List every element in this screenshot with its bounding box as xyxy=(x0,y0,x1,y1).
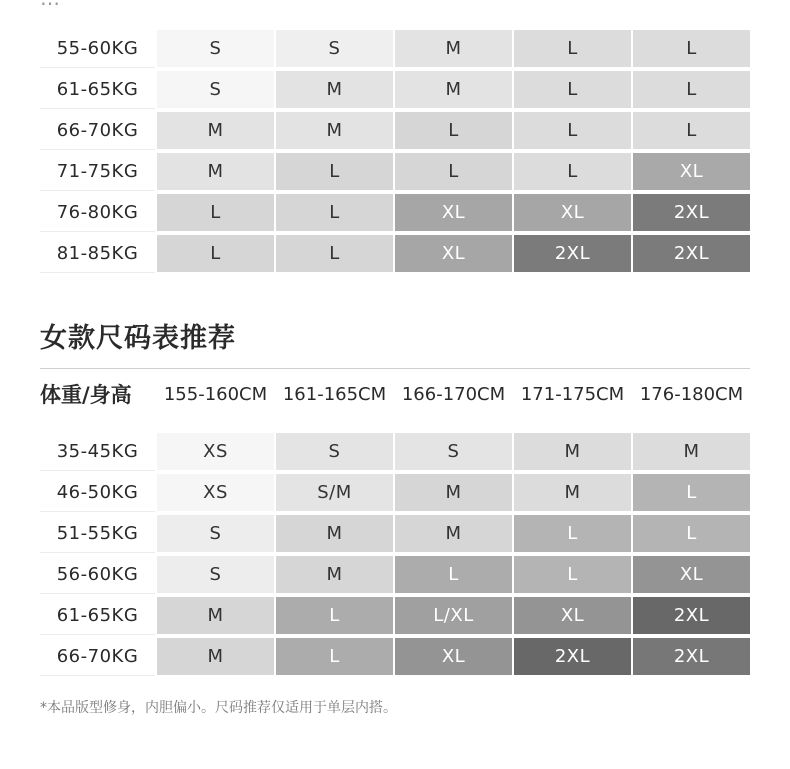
height-column-header: 176-180CM xyxy=(639,383,744,405)
size-cell: L xyxy=(514,112,631,149)
weight-row-label: 56-60KG xyxy=(40,556,155,594)
weight-row-label: 55-60KG xyxy=(40,30,155,68)
height-column-header: 161-165CM xyxy=(282,383,387,405)
size-cell: S xyxy=(395,433,512,470)
size-cell: XL xyxy=(395,194,512,231)
size-cell: XL xyxy=(395,235,512,272)
size-cell: M xyxy=(395,474,512,511)
weight-row-label: 61-65KG xyxy=(40,71,155,109)
weight-row-label: 76-80KG xyxy=(40,194,155,232)
men-size-table xyxy=(40,30,750,273)
size-cell: L xyxy=(514,515,631,552)
size-cell: S xyxy=(157,71,274,108)
size-cell: L xyxy=(395,556,512,593)
height-column-header: 171-175CM xyxy=(520,383,625,405)
size-cell: L xyxy=(276,235,393,272)
size-cell: 2XL xyxy=(514,638,631,675)
size-cell: 2XL xyxy=(633,597,750,634)
size-cell: L xyxy=(514,30,631,67)
size-cell: 2XL xyxy=(514,235,631,272)
size-cell: M xyxy=(157,597,274,634)
size-cell: 2XL xyxy=(633,638,750,675)
size-cell: L xyxy=(633,515,750,552)
height-column-header: 166-170CM xyxy=(401,383,506,405)
size-cell: L xyxy=(157,235,274,272)
size-cell: L xyxy=(395,112,512,149)
size-cell: L xyxy=(633,71,750,108)
size-cell: XS xyxy=(157,474,274,511)
size-cell: XL xyxy=(514,194,631,231)
weight-row-label: 35-45KG xyxy=(40,433,155,471)
size-cell: M xyxy=(276,556,393,593)
weight-row-label: 71-75KG xyxy=(40,153,155,191)
weight-row-label: 51-55KG xyxy=(40,515,155,553)
size-cell: L xyxy=(276,153,393,190)
size-cell: M xyxy=(276,515,393,552)
size-cell: M xyxy=(395,71,512,108)
size-cell: XS xyxy=(157,433,274,470)
weight-row-label: 66-70KG xyxy=(40,112,155,150)
size-cell: L xyxy=(514,71,631,108)
size-cell: S xyxy=(157,515,274,552)
size-cell: S xyxy=(276,30,393,67)
size-cell: M xyxy=(514,474,631,511)
size-cell: M xyxy=(157,638,274,675)
size-cell: XL xyxy=(395,638,512,675)
size-cell: L xyxy=(276,597,393,634)
size-cell: L xyxy=(157,194,274,231)
height-column-header: 155-160CM xyxy=(163,383,268,405)
cropped-heading-fragment xyxy=(40,0,60,10)
size-cell: M xyxy=(514,433,631,470)
size-cell: S xyxy=(276,433,393,470)
size-cell: L xyxy=(514,153,631,190)
size-cell: S/M xyxy=(276,474,393,511)
size-cell: XL xyxy=(633,153,750,190)
size-cell: M xyxy=(157,112,274,149)
women-size-table xyxy=(40,433,750,676)
weight-row-label: 66-70KG xyxy=(40,638,155,676)
size-cell: L/XL xyxy=(395,597,512,634)
size-cell: M xyxy=(395,30,512,67)
size-cell: L xyxy=(514,556,631,593)
size-cell: L xyxy=(276,194,393,231)
weight-row-label: 81-85KG xyxy=(40,235,155,273)
women-size-chart-title: 女款尺码表推荐 xyxy=(40,323,236,354)
title-divider xyxy=(40,368,750,369)
size-cell: 2XL xyxy=(633,235,750,272)
size-cell: 2XL xyxy=(633,194,750,231)
size-cell: S xyxy=(157,30,274,67)
weight-row-label: 46-50KG xyxy=(40,474,155,512)
weight-row-label: 61-65KG xyxy=(40,597,155,635)
size-cell: M xyxy=(276,71,393,108)
size-cell: L xyxy=(633,112,750,149)
size-footnote: *本品版型修身，内胆偏小。尺码推荐仅适用于单层内搭。 xyxy=(40,700,397,716)
size-cell: L xyxy=(633,474,750,511)
size-cell: XL xyxy=(514,597,631,634)
size-cell: XL xyxy=(633,556,750,593)
size-cell: M xyxy=(276,112,393,149)
size-cell: L xyxy=(395,153,512,190)
size-cell: S xyxy=(157,556,274,593)
women-table-header xyxy=(40,376,750,412)
size-cell: M xyxy=(157,153,274,190)
size-cell: L xyxy=(633,30,750,67)
weight-height-header: 体重/身高 xyxy=(40,383,132,407)
size-cell: M xyxy=(633,433,750,470)
size-cell: M xyxy=(395,515,512,552)
size-cell: L xyxy=(276,638,393,675)
